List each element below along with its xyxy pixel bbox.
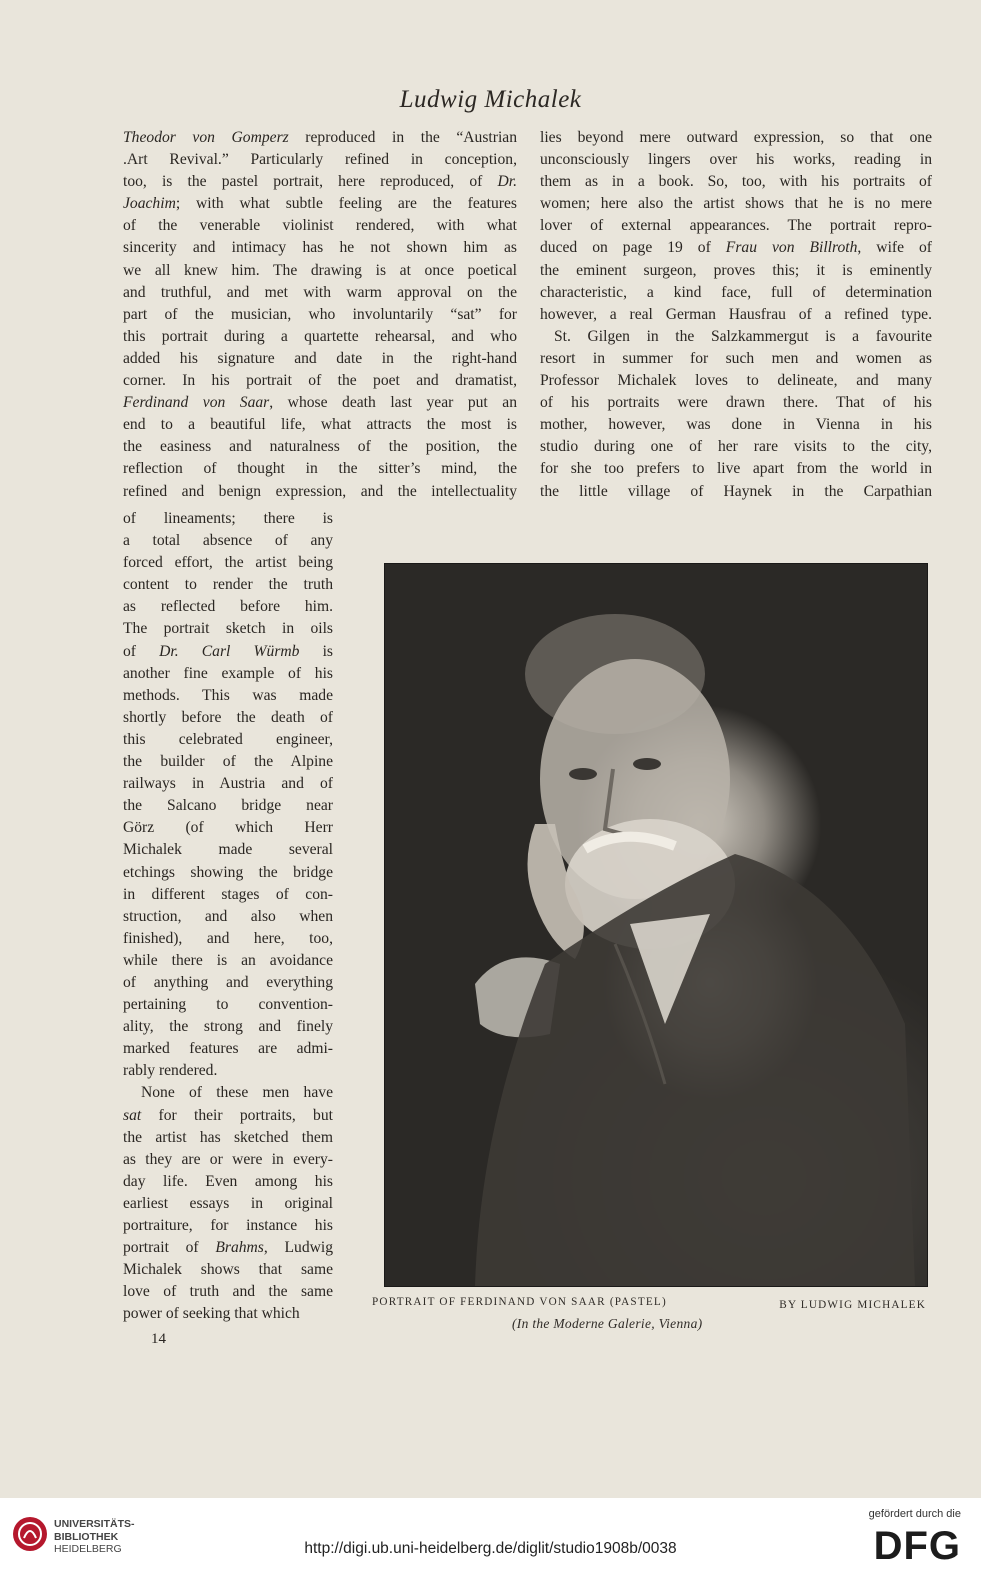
text-line: the little village of Haynek in the Carpathian bbox=[540, 482, 932, 500]
text-line: Professor Michalek loves to delineate, and many bbox=[540, 372, 932, 390]
library-name-line3: HEIDELBERG bbox=[54, 1543, 122, 1555]
digitization-footer bbox=[0, 1498, 981, 1577]
text-line: while there is an avoidance bbox=[123, 951, 333, 969]
text-line: women; here also the artist shows that he is no mere bbox=[540, 195, 932, 213]
dfg-logo: DFG bbox=[873, 1524, 961, 1568]
text-line: Görz (of which Herr bbox=[123, 819, 333, 837]
text-line: Michalek shows that same bbox=[123, 1261, 333, 1279]
text-line: them as in a book. So, too, with his portraits of bbox=[540, 173, 932, 191]
library-name-line2: BIBLIOTHEK bbox=[54, 1530, 119, 1543]
text-line: as reflected before him. bbox=[123, 598, 333, 616]
text-line: None of these men have bbox=[141, 1084, 333, 1102]
text-line: characteristic, a kind face, full of determination bbox=[540, 283, 932, 301]
portrait-image bbox=[385, 564, 927, 1286]
text-line: unconsciously lingers over his works, reading in bbox=[540, 151, 932, 169]
portrait-photograph bbox=[384, 563, 928, 1287]
text-line: for she too prefers to live apart from the world in bbox=[540, 460, 932, 478]
text-line: studio during one of her rare visits to the city, bbox=[540, 438, 932, 456]
text-line: Michalek made several bbox=[123, 841, 333, 859]
text-line: this portrait during a quartette rehearsal, and who bbox=[123, 327, 517, 345]
text-line: shortly before the death of bbox=[123, 708, 333, 726]
text-line: struction, and also when bbox=[123, 907, 333, 925]
text-line: corner. In his portrait of the poet and dramatist, bbox=[123, 372, 517, 390]
page-number: 14 bbox=[151, 1331, 166, 1347]
running-head: Ludwig Michalek bbox=[399, 86, 582, 113]
text-line: The portrait sketch in oils bbox=[123, 620, 333, 638]
text-line: pertaining to convention- bbox=[123, 996, 333, 1014]
caption-artist: BY LUDWIG MICHALEK bbox=[779, 1299, 926, 1311]
left-column-top bbox=[123, 127, 517, 503]
text-line: end to a beautiful life, what attracts the most is bbox=[123, 416, 517, 434]
text-line: Theodor von Gomperz reproduced in the “Austrian bbox=[123, 129, 517, 146]
right-column bbox=[540, 127, 932, 503]
text-line: railways in Austria and of bbox=[123, 775, 333, 793]
text-line: sat for their portraits, but bbox=[123, 1106, 333, 1124]
text-line: rably rendered. bbox=[123, 1062, 218, 1080]
text-line: of anything and everything bbox=[123, 973, 333, 991]
text-line: added his signature and date in the right-hand bbox=[123, 349, 517, 367]
text-line: the eminent surgeon, proves this; it is eminently bbox=[540, 261, 932, 279]
text-line: finished), and here, too, bbox=[123, 929, 333, 947]
caption-title: PORTRAIT OF FERDINAND VON SAAR (PASTEL) bbox=[372, 1296, 667, 1308]
text-line: Joachim; with what subtle feeling are the features bbox=[123, 195, 517, 213]
text-line: of lineaments; there is bbox=[123, 510, 333, 527]
text-line: love of truth and the same bbox=[123, 1283, 333, 1301]
text-line: of his portraits were drawn there. That of his bbox=[540, 394, 932, 412]
text-line: in different stages of con- bbox=[123, 885, 333, 903]
text-line: ality, the strong and finely bbox=[123, 1018, 333, 1036]
text-line: methods. This was made bbox=[123, 686, 333, 704]
permalink-url[interactable]: http://digi.ub.uni-heidelberg.de/diglit/studio1908b/0038 bbox=[304, 1540, 677, 1557]
text-line: and truthful, and met with warm approval on the bbox=[123, 283, 517, 301]
text-line: of Dr. Carl Würmb is bbox=[123, 642, 333, 660]
left-column-narrow bbox=[123, 508, 333, 1325]
library-name-line1: UNIVERSITÄTS- bbox=[54, 1518, 135, 1530]
caption-location: (In the Moderne Galerie, Vienna) bbox=[512, 1316, 703, 1331]
text-line: resort in summer for such men and women as bbox=[540, 349, 932, 367]
text-line: marked features are admi- bbox=[123, 1040, 333, 1058]
text-line: however, a real German Hausfrau of a refined type. bbox=[540, 305, 932, 323]
text-line: portrait of Brahms, Ludwig bbox=[123, 1239, 334, 1257]
funding-note: gefördert durch die bbox=[868, 1508, 961, 1520]
text-line: too, is the pastel portrait, here reproduced, of Dr. bbox=[123, 173, 517, 191]
text-line: the easiness and naturalness of the position, the bbox=[123, 438, 517, 456]
text-line: of the venerable violinist rendered, with what bbox=[123, 217, 517, 235]
text-line: .Art Revival.” Particularly refined in conception, bbox=[123, 151, 517, 169]
text-line: portraiture, for instance his bbox=[123, 1217, 333, 1234]
text-line: another fine example of his bbox=[123, 664, 333, 682]
text-line: St. Gilgen in the Salzkammergut is a favourite bbox=[554, 327, 932, 345]
text-line: this celebrated engineer, bbox=[123, 730, 333, 748]
text-line: the Salcano bridge near bbox=[123, 797, 333, 815]
text-line: a total absence of any bbox=[123, 532, 333, 550]
text-line: mother, however, was done in Vienna in his bbox=[540, 416, 932, 434]
text-line: Ferdinand von Saar, whose death last year put an bbox=[123, 394, 517, 412]
text-line: part of the musician, who involuntarily “sat” for bbox=[123, 305, 517, 323]
text-line: duced on page 19 of Frau von Billroth, wife of bbox=[540, 239, 932, 257]
text-line: etchings showing the bridge bbox=[123, 863, 333, 881]
text-line: the builder of the Alpine bbox=[123, 753, 333, 771]
text-line: reflection of thought in the sitter’s mind, the bbox=[123, 460, 517, 478]
text-line: lies beyond mere outward expression, so that one bbox=[540, 129, 932, 146]
text-line: as they are or were in every- bbox=[123, 1150, 333, 1168]
text-line: refined and benign expression, and the intellectuality bbox=[123, 482, 517, 500]
text-line: lover of external appearances. The portrait repro- bbox=[540, 217, 932, 235]
text-line: content to render the truth bbox=[123, 576, 333, 594]
text-line: we all knew him. The drawing is at once poetical bbox=[123, 261, 517, 279]
text-line: power of seeking that which bbox=[123, 1305, 300, 1323]
text-line: day life. Even among his bbox=[123, 1172, 333, 1190]
text-line: the artist has sketched them bbox=[123, 1128, 333, 1146]
text-line: sincerity and intimacy has he not shown him as bbox=[123, 239, 517, 257]
text-line: forced effort, the artist being bbox=[123, 554, 333, 572]
text-line: earliest essays in original bbox=[123, 1194, 333, 1212]
